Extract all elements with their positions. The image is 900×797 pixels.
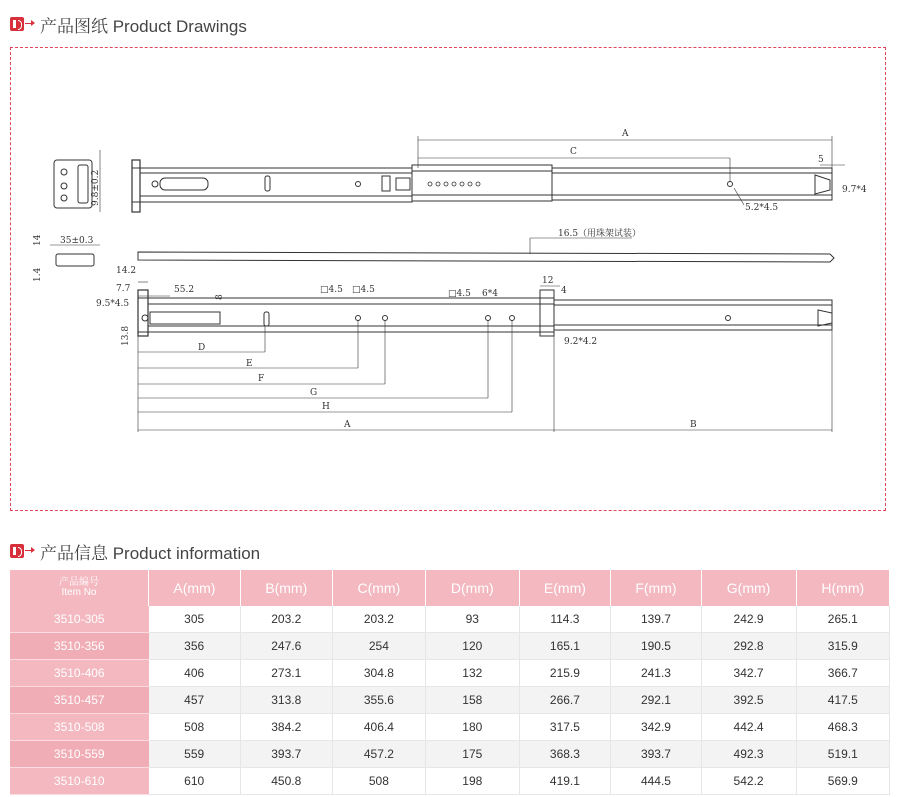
- column-header: G(mm): [701, 570, 796, 606]
- label-A-top: A: [622, 129, 629, 139]
- dimension-cell: 450.8: [240, 768, 332, 795]
- column-header-item-no: [10, 570, 149, 606]
- table-body: [10, 606, 890, 795]
- dimension-cell: 569.9: [796, 768, 889, 795]
- label-hole-5-2: 5.2*4.5: [745, 203, 779, 213]
- dimension-cell: 610: [149, 768, 241, 795]
- label-35: 35±0.3: [60, 236, 94, 246]
- dimension-cell: 292.8: [701, 633, 796, 660]
- label-14: 14: [33, 234, 43, 246]
- table-row: [10, 660, 890, 687]
- label-9-2: 9.2*4.2: [564, 337, 598, 347]
- table-row: [10, 606, 890, 633]
- dimension-cell: 406.4: [332, 714, 425, 741]
- dimension-cell: 254: [332, 633, 425, 660]
- dimension-cell: 247.6: [240, 633, 332, 660]
- drawing-labels: [33, 129, 867, 430]
- dimension-cell: 393.7: [611, 741, 701, 768]
- table-row: [10, 741, 890, 768]
- label-A-bottom: A: [344, 420, 351, 430]
- bottom-slide-body: [138, 298, 554, 332]
- drawings-section-title: 产品图纸 Product Drawings: [40, 16, 247, 36]
- dimension-cell: 317.5: [519, 714, 611, 741]
- dimension-cell: 355.6: [332, 687, 425, 714]
- brand-logo-icon: [10, 543, 32, 559]
- item-no-cell: 3510-356: [10, 633, 149, 660]
- dimension-cell: 542.2: [701, 768, 796, 795]
- item-no-en: Item No: [61, 587, 97, 598]
- table-row: [10, 768, 890, 795]
- label-hole-9-7: 9.7*4: [842, 185, 867, 195]
- label-sq-4-5-c: □4.5: [448, 289, 471, 299]
- table-row: [10, 687, 890, 714]
- dimension-cell: 273.1: [240, 660, 332, 687]
- table-row: [10, 633, 890, 660]
- label-8: 8: [215, 294, 225, 300]
- item-no-cell: 3510-457: [10, 687, 149, 714]
- inner-rail: [412, 165, 552, 201]
- label-B: B: [690, 420, 697, 430]
- column-header: E(mm): [519, 570, 611, 606]
- dimension-cell: 315.9: [796, 633, 889, 660]
- label-sq-4-5-b: □4.5: [352, 285, 375, 295]
- dimension-cell: 203.2: [332, 606, 425, 633]
- column-header: H(mm): [796, 570, 889, 606]
- dimension-cell: 242.9: [701, 606, 796, 633]
- label-G: G: [310, 388, 318, 398]
- dimension-cell: 406: [149, 660, 241, 687]
- column-header: F(mm): [611, 570, 701, 606]
- ball-cage-holes: [428, 182, 480, 186]
- label-7-7: 7.7: [116, 284, 131, 294]
- label-D: D: [198, 343, 206, 353]
- label-F: F: [258, 374, 265, 384]
- dimension-cell: 342.7: [701, 660, 796, 687]
- item-no-cell: 3510-406: [10, 660, 149, 687]
- label-13-8: 13.8: [121, 325, 131, 346]
- dimension-cell: 492.3: [701, 741, 796, 768]
- table-header-row: [10, 570, 890, 606]
- dimension-cell: 180: [426, 714, 519, 741]
- product-info-table: [10, 570, 890, 795]
- dimension-cell: 366.7: [796, 660, 889, 687]
- dimension-cell: 241.3: [611, 660, 701, 687]
- item-no-cell: 3510-559: [10, 741, 149, 768]
- dimension-cell: 444.5: [611, 768, 701, 795]
- info-section-header: [10, 539, 260, 563]
- table-row: [10, 714, 890, 741]
- dimension-cell: 419.1: [519, 768, 611, 795]
- label-9-5: 9.5*4.5: [96, 299, 130, 309]
- dimension-cell: 508: [332, 768, 425, 795]
- dimension-cell: 559: [149, 741, 241, 768]
- label-9-8: 9.8±0.2: [91, 169, 101, 206]
- dimension-cell: 519.1: [796, 741, 889, 768]
- dimension-cell: 139.7: [611, 606, 701, 633]
- dimension-cell: 175: [426, 741, 519, 768]
- label-4: 4: [561, 286, 567, 296]
- dimension-cell: 190.5: [611, 633, 701, 660]
- profile-small: [56, 254, 94, 266]
- dimension-cell: 457.2: [332, 741, 425, 768]
- dimension-cell: 442.4: [701, 714, 796, 741]
- dimension-cell: 292.1: [611, 687, 701, 714]
- dimension-cell: 392.5: [701, 687, 796, 714]
- label-16-5: 16.5（用珠架试装）: [558, 229, 642, 239]
- dimension-cell: 305: [149, 606, 241, 633]
- info-section-title: 产品信息 Product information: [40, 543, 261, 563]
- dimension-cell: 114.3: [519, 606, 611, 633]
- label-5: 5: [818, 155, 824, 165]
- label-6-4: 6*4: [482, 289, 498, 299]
- label-12: 12: [542, 276, 554, 286]
- dimension-cell: 165.1: [519, 633, 611, 660]
- dimension-cell: 313.8: [240, 687, 332, 714]
- dimension-cell: 132: [426, 660, 519, 687]
- label-14-2: 14.2: [116, 266, 137, 276]
- column-header: B(mm): [240, 570, 332, 606]
- column-header: D(mm): [426, 570, 519, 606]
- dimension-cell: 457: [149, 687, 241, 714]
- dimension-cell: 356: [149, 633, 241, 660]
- dimension-cell: 368.3: [519, 741, 611, 768]
- item-no-cn: 产品编号: [59, 577, 99, 588]
- label-E: E: [246, 359, 253, 369]
- dimension-cell: 417.5: [796, 687, 889, 714]
- dimension-cell: 158: [426, 687, 519, 714]
- end-view-bracket: [54, 160, 92, 208]
- dimension-cell: 93: [426, 606, 519, 633]
- dimension-cell: 384.2: [240, 714, 332, 741]
- item-no-cell: 3510-610: [10, 768, 149, 795]
- dimension-cell: 265.1: [796, 606, 889, 633]
- item-no-cell: 3510-508: [10, 714, 149, 741]
- dimension-cell: 198: [426, 768, 519, 795]
- dimension-cell: 120: [426, 633, 519, 660]
- label-H: H: [322, 402, 330, 412]
- dimension-cell: 266.7: [519, 687, 611, 714]
- dimension-cell: 203.2: [240, 606, 332, 633]
- side-profile-rail: [138, 252, 834, 262]
- column-header: C(mm): [332, 570, 425, 606]
- item-no-cell: 3510-305: [10, 606, 149, 633]
- label-C: C: [570, 147, 577, 157]
- dimension-cell: 468.3: [796, 714, 889, 741]
- dimension-cell: 342.9: [611, 714, 701, 741]
- dimension-cell: 393.7: [240, 741, 332, 768]
- label-sq-4-5-a: □4.5: [320, 285, 343, 295]
- column-header: A(mm): [149, 570, 241, 606]
- dimension-cell: 508: [149, 714, 241, 741]
- label-55-2: 55.2: [174, 285, 195, 295]
- label-1-4: 1.4: [33, 267, 43, 282]
- dimension-cell: 215.9: [519, 660, 611, 687]
- dimension-cell: 304.8: [332, 660, 425, 687]
